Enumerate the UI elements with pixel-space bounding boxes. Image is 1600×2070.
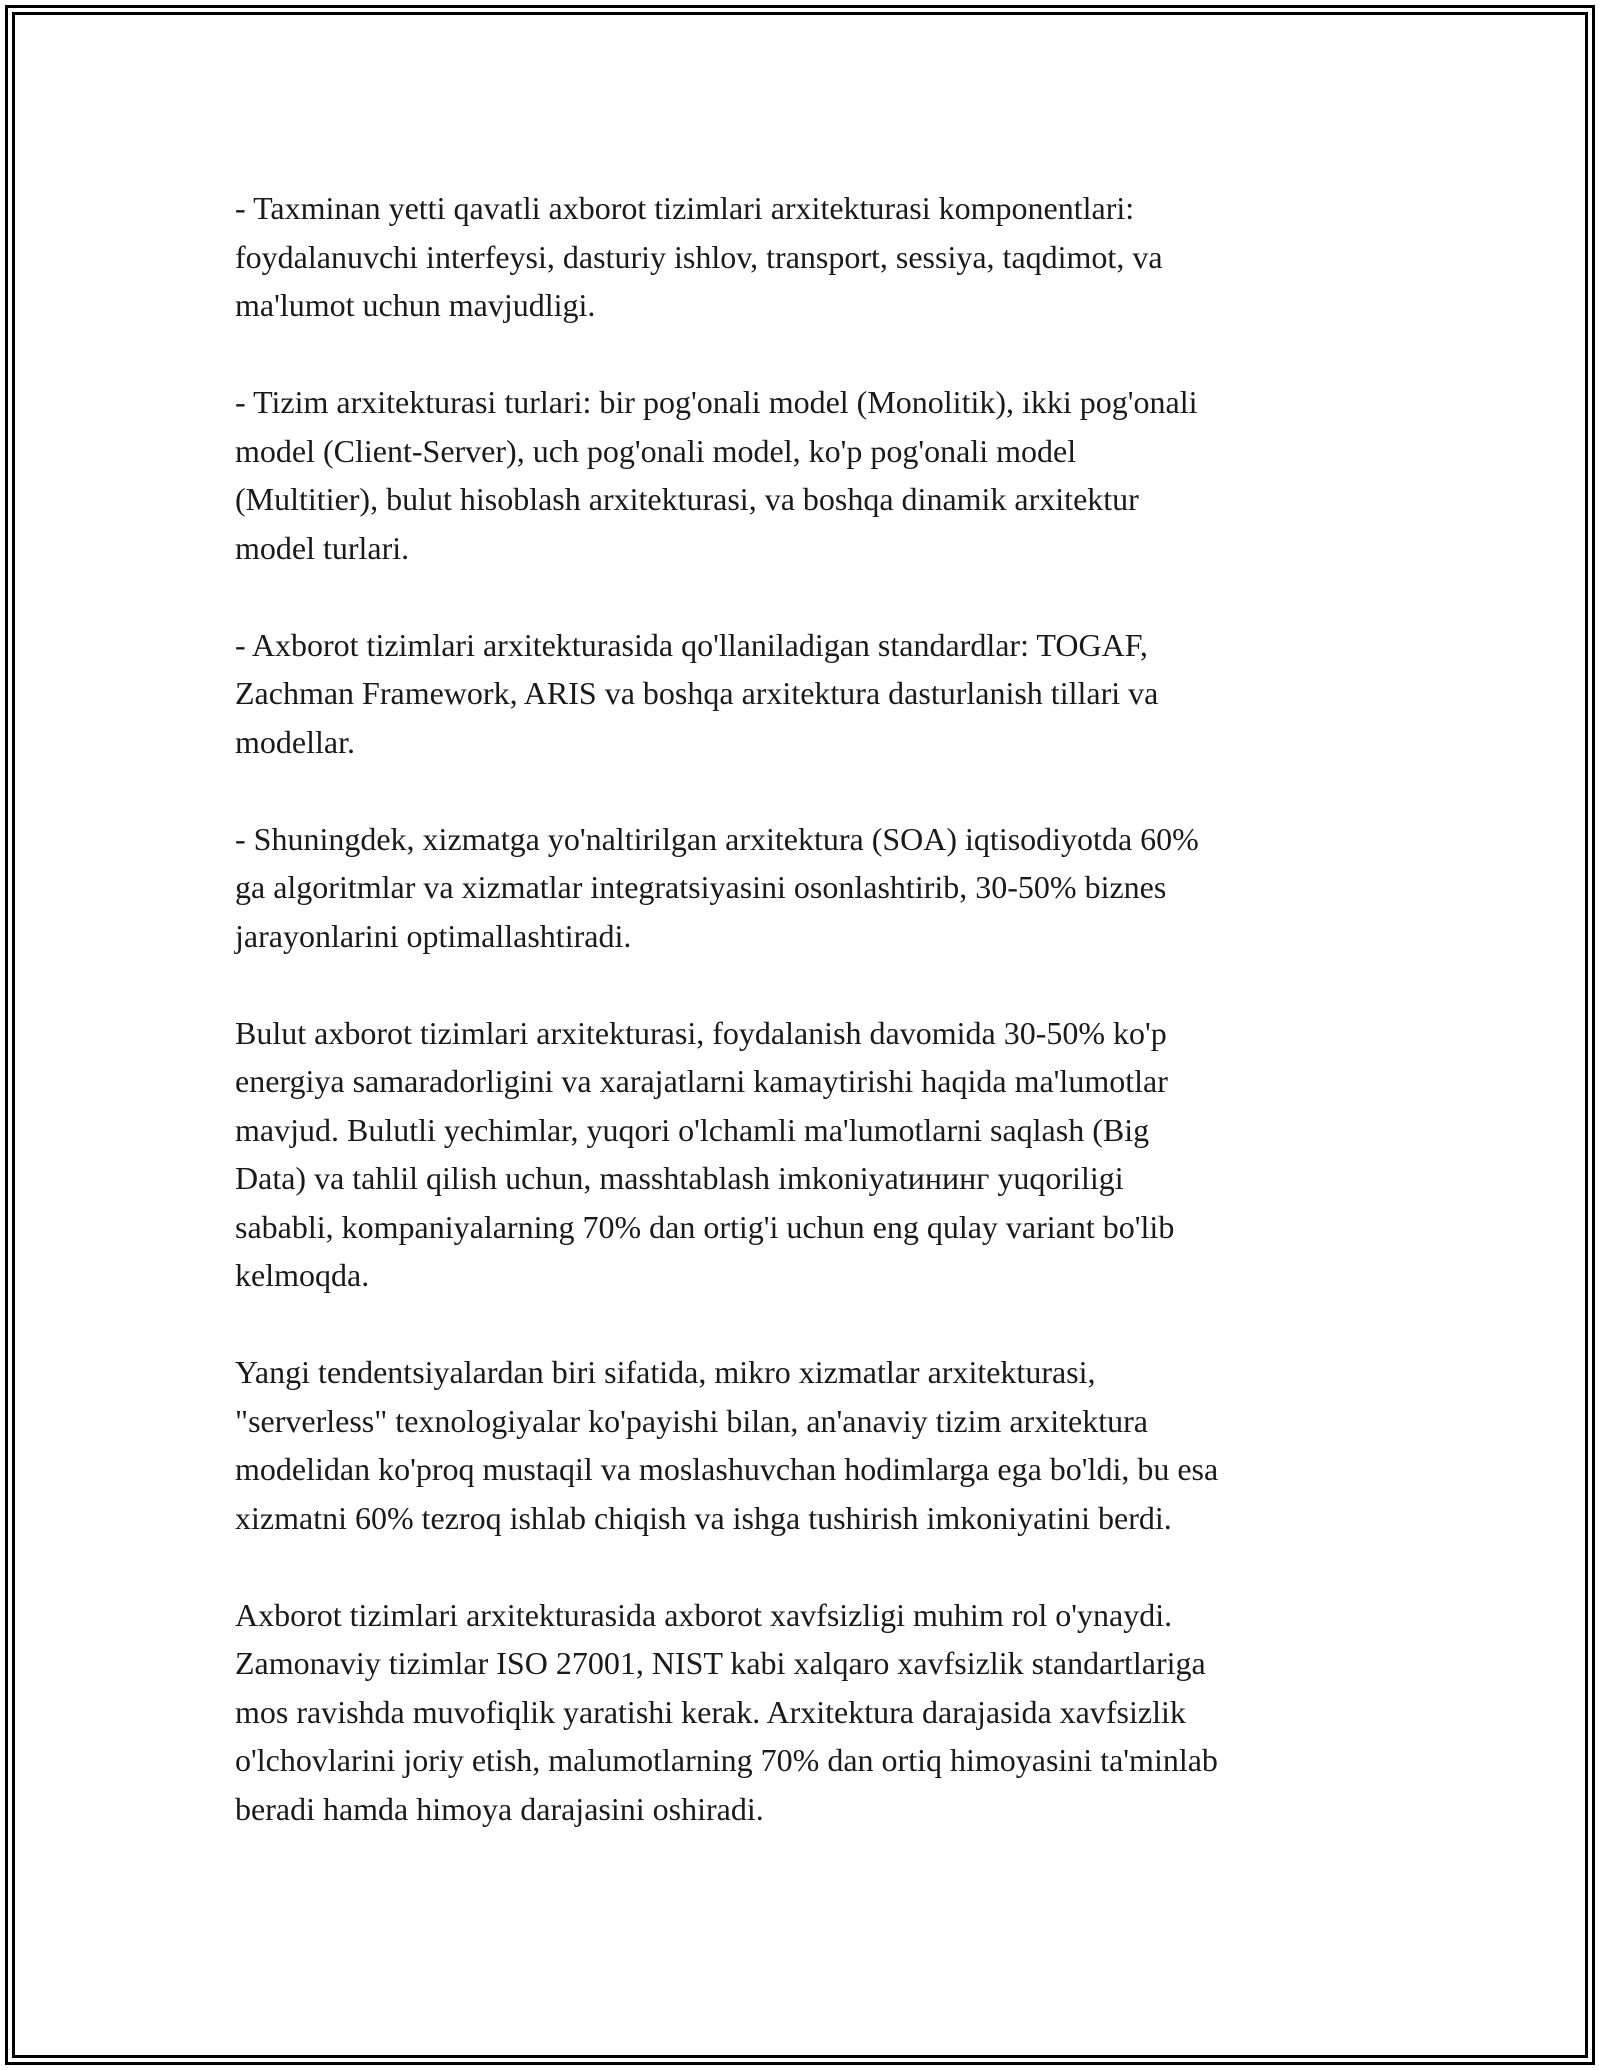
paragraph-soa: - Shuningdek, xizmatga yo'naltirilgan arxitektura (SOA) iqtisodiyotda 60% ga algoritmlar va xizmatlar integratsiyasini osonlashtirib, 30-50% biznes jarayonlarini optimallashtiradi. [235,820,1199,954]
paragraph-security: Axborot tizimlari arxitekturasida axborot xavfsizligi muhim rol o'ynaydi. Zamonaviy tizimlar ISO 27001, NIST kabi xalqaro xavfsizlik standartlariga mos ravishda muvofiqlik yaratishi kerak. Arxitektura darajasida xavfsizlik o'lchovlarini joriy etish, malumotlarning 70% dan ortiq himoyasini ta'minlab beradi hamda himoya darajasini oshiradi. [235,1596,1218,1827]
paragraph-standards: - Axborot tizimlari arxitekturasida qo'llaniladigan standardlar: TOGAF, Zachman Framework, ARIS va boshqa arxitektura dasturlanish tillari va modellar. [235,626,1159,760]
document-body [235,184,1375,1882]
paragraph-microservices: Yangi tendentsiyalardan biri sifatida, mikro xizmatlar arxitekturasi, "serverless" texnologiyalar ko'payishi bilan, an'anaviy tizim arxitektura modelidan ko'proq mustaqil va moslashuvchan hodimlarga ega bo'ldi, bu esa xizmatni 60% tezroq ishlab chiqish va ishga tushirish imkoniyatini berdi. [235,1354,1219,1536]
paragraph-architecture-types: - Tizim arxitekturasi turlari: bir pog'onali model (Monolitik), ikki pog'onali model (Client-Server), uch pog'onali model, ko'p pog'onali model (Multitier), bulut hisoblash arxitekturasi, va boshqa dinamik arxitektur model turlari. [235,384,1198,566]
paragraph-architecture-layers: - Taxminan yetti qavatli axborot tizimlari arxitekturasi komponentlari: foydalanuvchi interfeysi, dasturiy ishlov, transport, sessiya, taqdimot, va ma'lumot uchun mavjudligi. [235,190,1163,323]
paragraph-cloud: Bulut axborot tizimlari arxitekturasi, foydalanish davomida 30-50% ko'p energiya samaradorligini va xarajatlarni kamaytirishi haqida ma'lumotlar mavjud. Bulutli yechimlar, yuqori o'lchamli ma'lumotlarni saqlash (Big Data) va tahlil qilish uchun, masshtablash imkoniyatининг yuqoriligi sababli, kompaniyalarning 70% dan ortig'i uchun eng qulay variant bo'lib kelmoqda. [235,1014,1175,1293]
